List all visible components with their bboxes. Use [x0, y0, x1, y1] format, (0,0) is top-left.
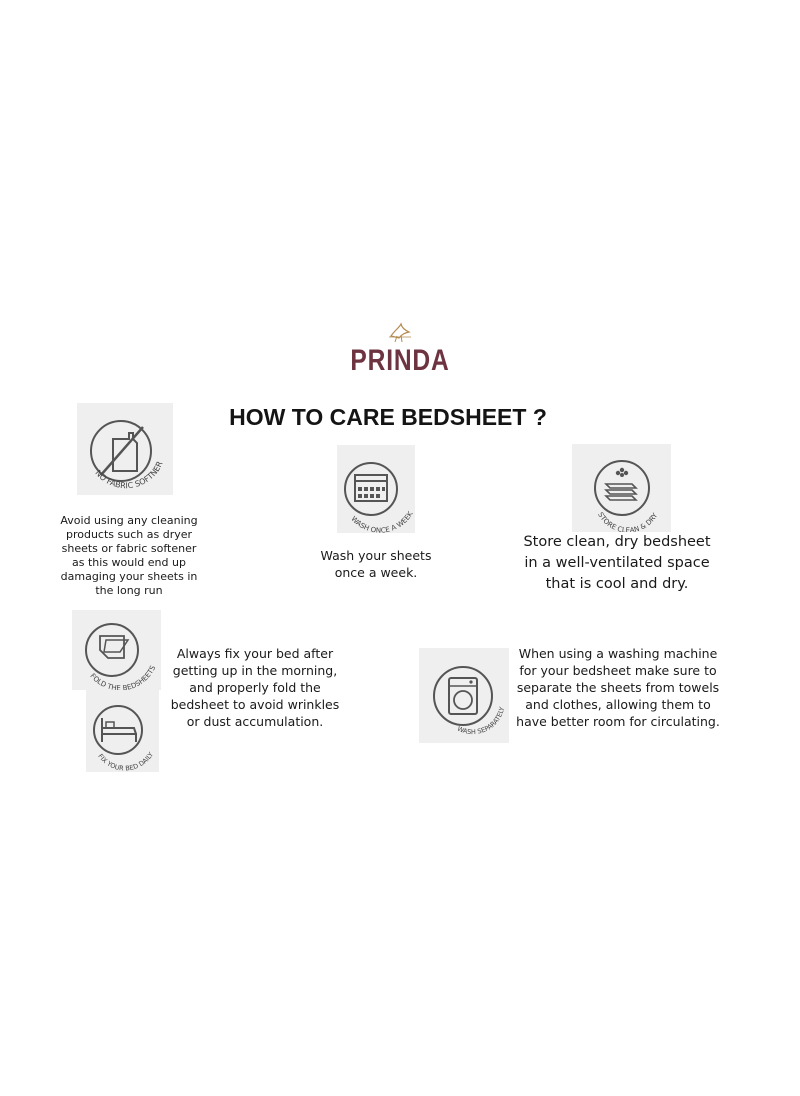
svg-text:FOLD THE BEDSHEETS — [88, 664, 157, 690]
svg-text:WASH SEPARATELY — [456, 706, 506, 736]
stacked-sheets-icon — [572, 444, 671, 532]
svg-text:NO FABRIC SOFTNER — [93, 460, 164, 491]
wash-weekly-card — [337, 445, 415, 533]
no-fabric-softener-icon — [77, 403, 173, 495]
no-fabric-softener-card — [77, 403, 173, 495]
svg-text:FIX YOUR BED DAILY — [96, 751, 155, 772]
wash-separately-text: When using a washing machine for your bedsheet make sure to separate the sheets from towels and clothes, allowing them to have better room for circulating. — [516, 646, 720, 729]
bed-icon — [86, 690, 159, 772]
fold-bedsheets-card — [72, 610, 161, 690]
brand-block — [0, 322, 800, 378]
washing-machine-icon — [419, 648, 509, 743]
fold-bedsheets-badge-text: FOLD THE BEDSHEETS — [88, 664, 158, 690]
wash-separately-badge-text: WASH SEPARATELY — [456, 706, 507, 737]
wash-weekly-badge-text: WASH ONCE A WEEK — [349, 510, 415, 533]
calendar-icon — [337, 445, 415, 533]
fix-bed-badge-text: FIX YOUR BED DAILY — [96, 750, 155, 772]
wash-weekly-text: Wash your sheets once a week. — [320, 548, 432, 580]
wash-separately-card — [419, 648, 509, 743]
store-clean-dry-badge-text: STORE CLEAN & DRY — [596, 510, 660, 532]
brand-name: PRINDA — [350, 344, 450, 377]
page-title: HOW TO CARE BEDSHEET ? — [229, 404, 547, 430]
no-fabric-softener-text: Avoid using any cleaning products such as dryer sheets or fabric softener as this would end up damaging your sheets in the long run — [60, 514, 198, 597]
brand-logo-icon — [387, 322, 413, 344]
store-clean-dry-card — [572, 444, 671, 532]
fold-sheet-icon — [72, 610, 161, 690]
fix-bed-card — [86, 690, 159, 772]
fold-bedsheets-text: Always fix your bed after getting up in the morning, and properly fold the bedsheet to avoid wrinkles or dust accumulation. — [170, 646, 340, 729]
store-clean-dry-text: Store clean, dry bedsheet in a well-ventilated space that is cool and dry. — [523, 534, 711, 592]
no-fabric-softener-badge-text: NO FABRIC SOFTNER — [93, 459, 165, 491]
